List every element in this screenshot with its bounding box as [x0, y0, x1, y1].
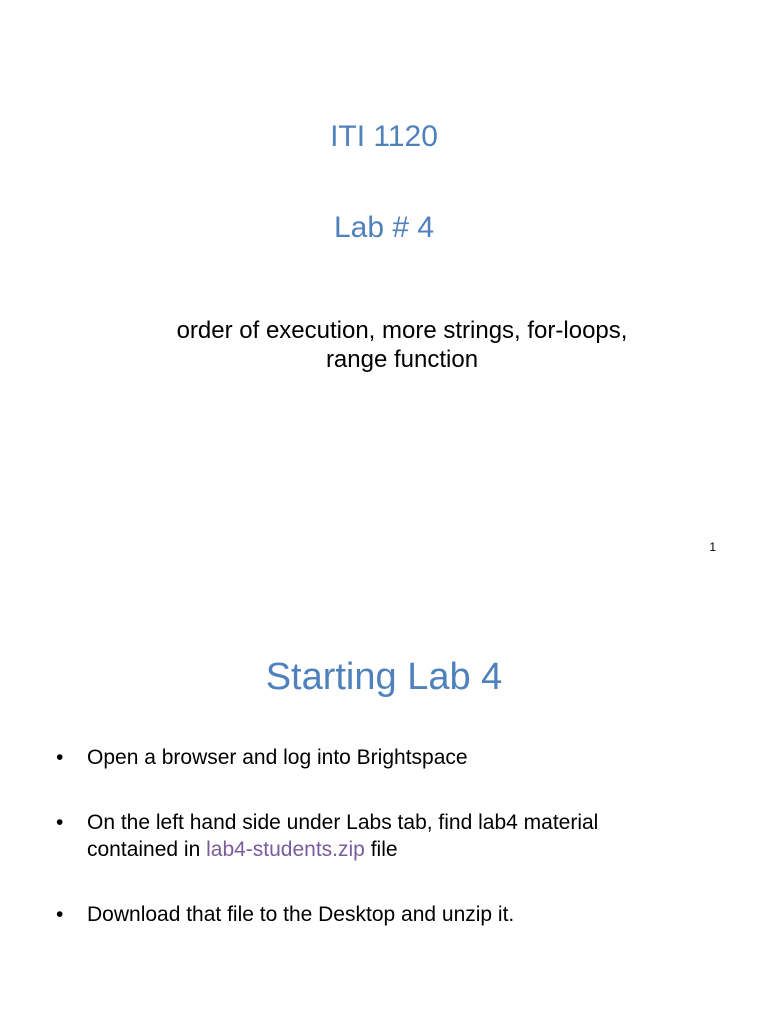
- subtitle-line-1: order of execution, more strings, for-loops,: [176, 317, 628, 344]
- list-item: [56, 901, 716, 928]
- bullet-text-line-2: [87, 836, 716, 863]
- bullet-icon: •: [56, 746, 64, 769]
- list-item: [56, 809, 716, 863]
- bullet-text-after-link: file: [364, 838, 398, 861]
- bullet-icon: •: [56, 811, 64, 834]
- lab-subtitle: [100, 316, 704, 374]
- slide-2: [0, 576, 768, 1024]
- bullet-text-before-link: contained in: [87, 838, 207, 861]
- bullet-text: Open a browser and log into Brightspace: [87, 746, 468, 769]
- list-item: [56, 744, 716, 771]
- zip-file-link[interactable]: lab4-students.zip: [206, 838, 365, 861]
- bullet-icon: •: [56, 903, 64, 926]
- lab-title: Lab # 4: [333, 211, 435, 244]
- subtitle-line-2: range function: [325, 346, 479, 373]
- course-title: ITI 1120: [330, 120, 438, 153]
- bullet-text: Download that file to the Desktop and unzip it.: [87, 903, 515, 926]
- bullet-list: [56, 744, 716, 966]
- slide-number: 1: [709, 540, 716, 554]
- bullet-text-line-1: On the left hand side under Labs tab, find lab4 material: [87, 811, 599, 834]
- slide-title: Starting Lab 4: [265, 656, 503, 698]
